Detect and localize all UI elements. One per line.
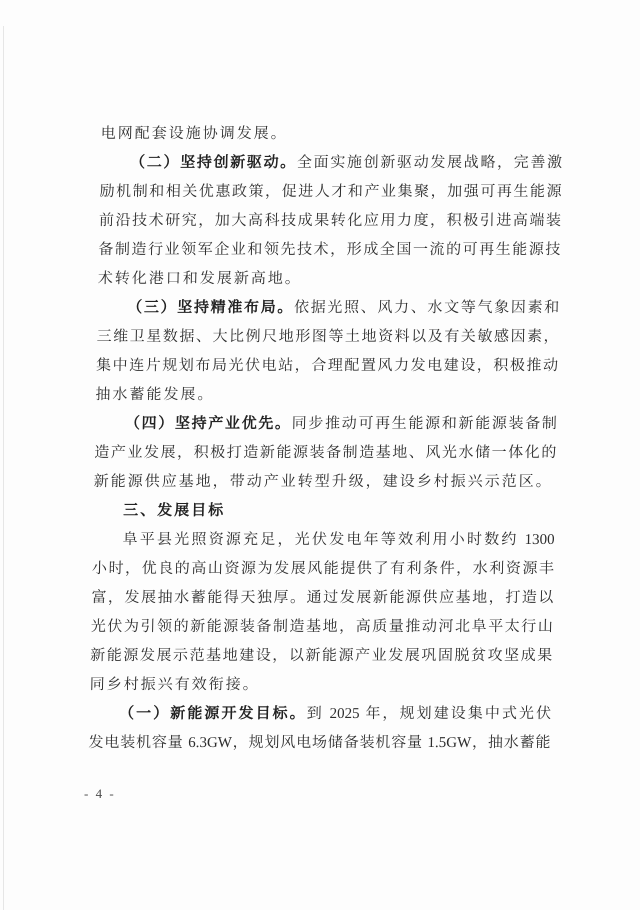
text-segment: 全面实施创新驱动发展战略，完善激: [296, 155, 563, 171]
text-line: [97, 294, 560, 323]
text-line: [88, 729, 551, 758]
text-line: [91, 613, 554, 642]
text-line: [92, 555, 555, 584]
text-segment: 发电装机容量 6.3GW，规划风电场储备装机容量 1.5GW，抽水蓄能: [88, 735, 551, 751]
text-line: [92, 526, 555, 555]
text-line: [95, 410, 558, 439]
text-line: [90, 642, 553, 671]
text-line: [100, 120, 563, 149]
text-line: [91, 584, 554, 613]
text-segment: 富，发展抽水蓄能得天独厚。通过发展新能源供应基地，打造以: [91, 590, 554, 606]
text-line: [98, 265, 561, 294]
text-segment: 集中连片规划布局光伏电站，合理配置风力发电建设，积极推动: [95, 358, 559, 374]
text-line: [93, 468, 556, 497]
text-segment: 同步推动可再生能源和新能源装备制: [291, 416, 558, 432]
text-segment: 造产业发展，积极打造新能源装备制造基地、风光水储一体化的: [94, 445, 557, 461]
heading-line: [93, 497, 556, 526]
document-body: [88, 120, 563, 758]
text-segment: 抽水蓄能发展。: [95, 387, 215, 403]
text-segment: 到 2025 年，规划建设集中式光伏: [306, 706, 552, 722]
text-segment: 新能源供应基地，带动产业转型升级，建设乡村振兴示范区。: [93, 474, 553, 490]
text-segment: 同乡村振兴有效衔接。: [89, 677, 260, 693]
text-line: [98, 236, 561, 265]
page-number: - 4 -: [84, 786, 116, 801]
text-line: [94, 439, 557, 468]
text-segment: 电网配套设施协调发展。: [100, 126, 288, 142]
bold-segment: 三、发展目标: [122, 503, 226, 519]
text-segment: 新能源发展示范基地建设，以新能源产业发展巩固脱贫攻坚成果: [90, 648, 553, 664]
text-line: [89, 671, 552, 700]
text-line: [96, 352, 559, 381]
text-line: [99, 178, 562, 207]
text-segment: 前沿技术研究，加大高科技成果转化应用力度，积极引进高端装: [98, 213, 562, 229]
text-line: [99, 207, 562, 236]
bold-segment: （一）新能源开发目标。: [118, 706, 307, 722]
bold-segment: （三）坚持精准布局。: [127, 300, 295, 316]
text-line: [95, 381, 558, 410]
text-segment: 光伏为引领的新能源装备制造基地，高质量推动河北阜平太行山: [90, 619, 553, 635]
text-segment: 阜平县光照资源充足，光伏发电年等效利用小时数约 1300: [122, 532, 555, 548]
scan-edge-line: [3, 26, 4, 910]
bold-segment: （二）坚持创新驱动。: [129, 155, 298, 171]
text-line: [89, 700, 552, 729]
text-segment: 小时，优良的高山资源为发展风能提供了有利条件，水利资源丰: [91, 561, 555, 577]
bold-segment: （四）坚持产业优先。: [124, 416, 292, 432]
text-segment: 三维卫星数据、大比例尺地形图等土地资料以及有关敏感因素，: [96, 329, 559, 345]
text-segment: 依据光照、风力、水文等气象因素和: [293, 300, 560, 316]
text-line: [100, 149, 563, 178]
text-line: [96, 323, 559, 352]
text-segment: 备制造行业领军企业和领先技术，形成全国一流的可再生能源技: [98, 242, 561, 258]
text-segment: 术转化港口和发展新高地。: [97, 271, 302, 287]
text-segment: 励机制和相关优惠政策，促进人才和产业集聚，加强可再生能源: [99, 184, 562, 200]
